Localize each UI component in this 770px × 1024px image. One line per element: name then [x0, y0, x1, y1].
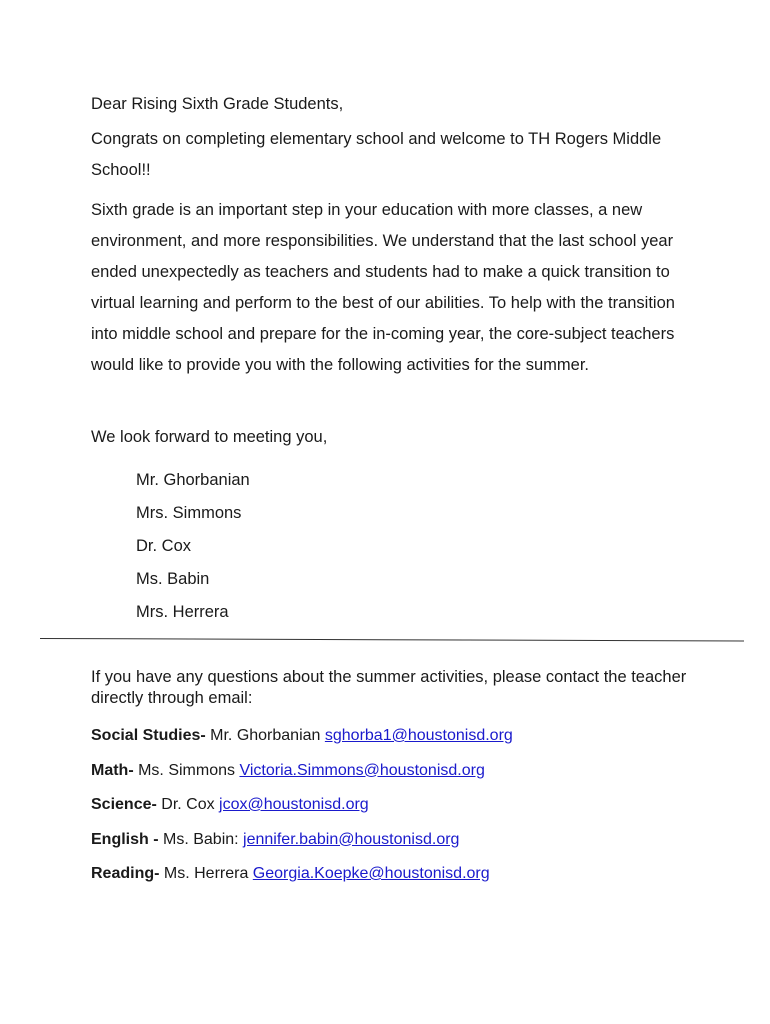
contact-entry-science [91, 794, 513, 829]
contact-email-link[interactable]: sghorba1@houstonisd.org [324, 727, 513, 744]
contact-subject: Math- [91, 761, 134, 779]
contact-subject: English - [91, 830, 159, 848]
contact-list [91, 725, 513, 898]
signer-name: Mrs. Simmons [136, 504, 242, 522]
contact-intro: If you have any questions about the summer activities, please contact the teacher directly through email: [91, 668, 687, 707]
contact-teacher: Ms. Babin: [158, 830, 244, 848]
contact-subject: Science- [91, 796, 157, 813]
signer-name: Dr. Cox [136, 537, 192, 555]
letter-greeting: Dear Rising Sixth Grade Students, [91, 95, 344, 113]
contact-email-link[interactable]: Georgia.Koepke@houstonisd.org [252, 865, 490, 882]
contact-entry-math [91, 760, 513, 795]
contact-entry-reading [91, 863, 513, 898]
contact-email-link[interactable]: jcox@houstonisd.org [219, 796, 369, 813]
contact-entry-social-studies [91, 725, 513, 760]
contact-teacher: Ms. Simmons [133, 761, 240, 779]
letter-congrats: Congrats on completing elementary school and welcome to TH Rogers Middle School!! [91, 130, 662, 179]
signer-name: Mr. Ghorbanian [136, 471, 250, 489]
contact-entry-english [91, 829, 513, 864]
contact-teacher: Mr. Ghorbanian [205, 727, 325, 744]
signer-name: Mrs. Herrera [136, 603, 229, 621]
contact-email-link[interactable]: Victoria.Simmons@houstonisd.org [239, 761, 485, 779]
contact-teacher: Ms. Herrera [159, 865, 253, 882]
letter-body: Sixth grade is an important step in your education with more classes, a new environment, and more responsibilities. We understand that the last school year ended unexpectedly as teachers and students had to make a quick transition to virtual learning and perform to the best of our abilities. To help with the transition into middle school and prepare for the in-coming year, the core-subject teachers would like to provide you with the following activities for the summer. [91, 201, 675, 374]
signer-name: Ms. Babin [136, 570, 210, 588]
signer-list [136, 469, 250, 634]
contact-teacher: Dr. Cox [156, 796, 220, 813]
contact-subject: Social Studies- [91, 727, 206, 744]
contact-email-link[interactable]: jennifer.babin@houstonisd.org [243, 830, 460, 848]
letter-closing: We look forward to meeting you, [91, 428, 328, 446]
contact-subject: Reading- [91, 865, 160, 882]
section-divider [40, 638, 744, 641]
